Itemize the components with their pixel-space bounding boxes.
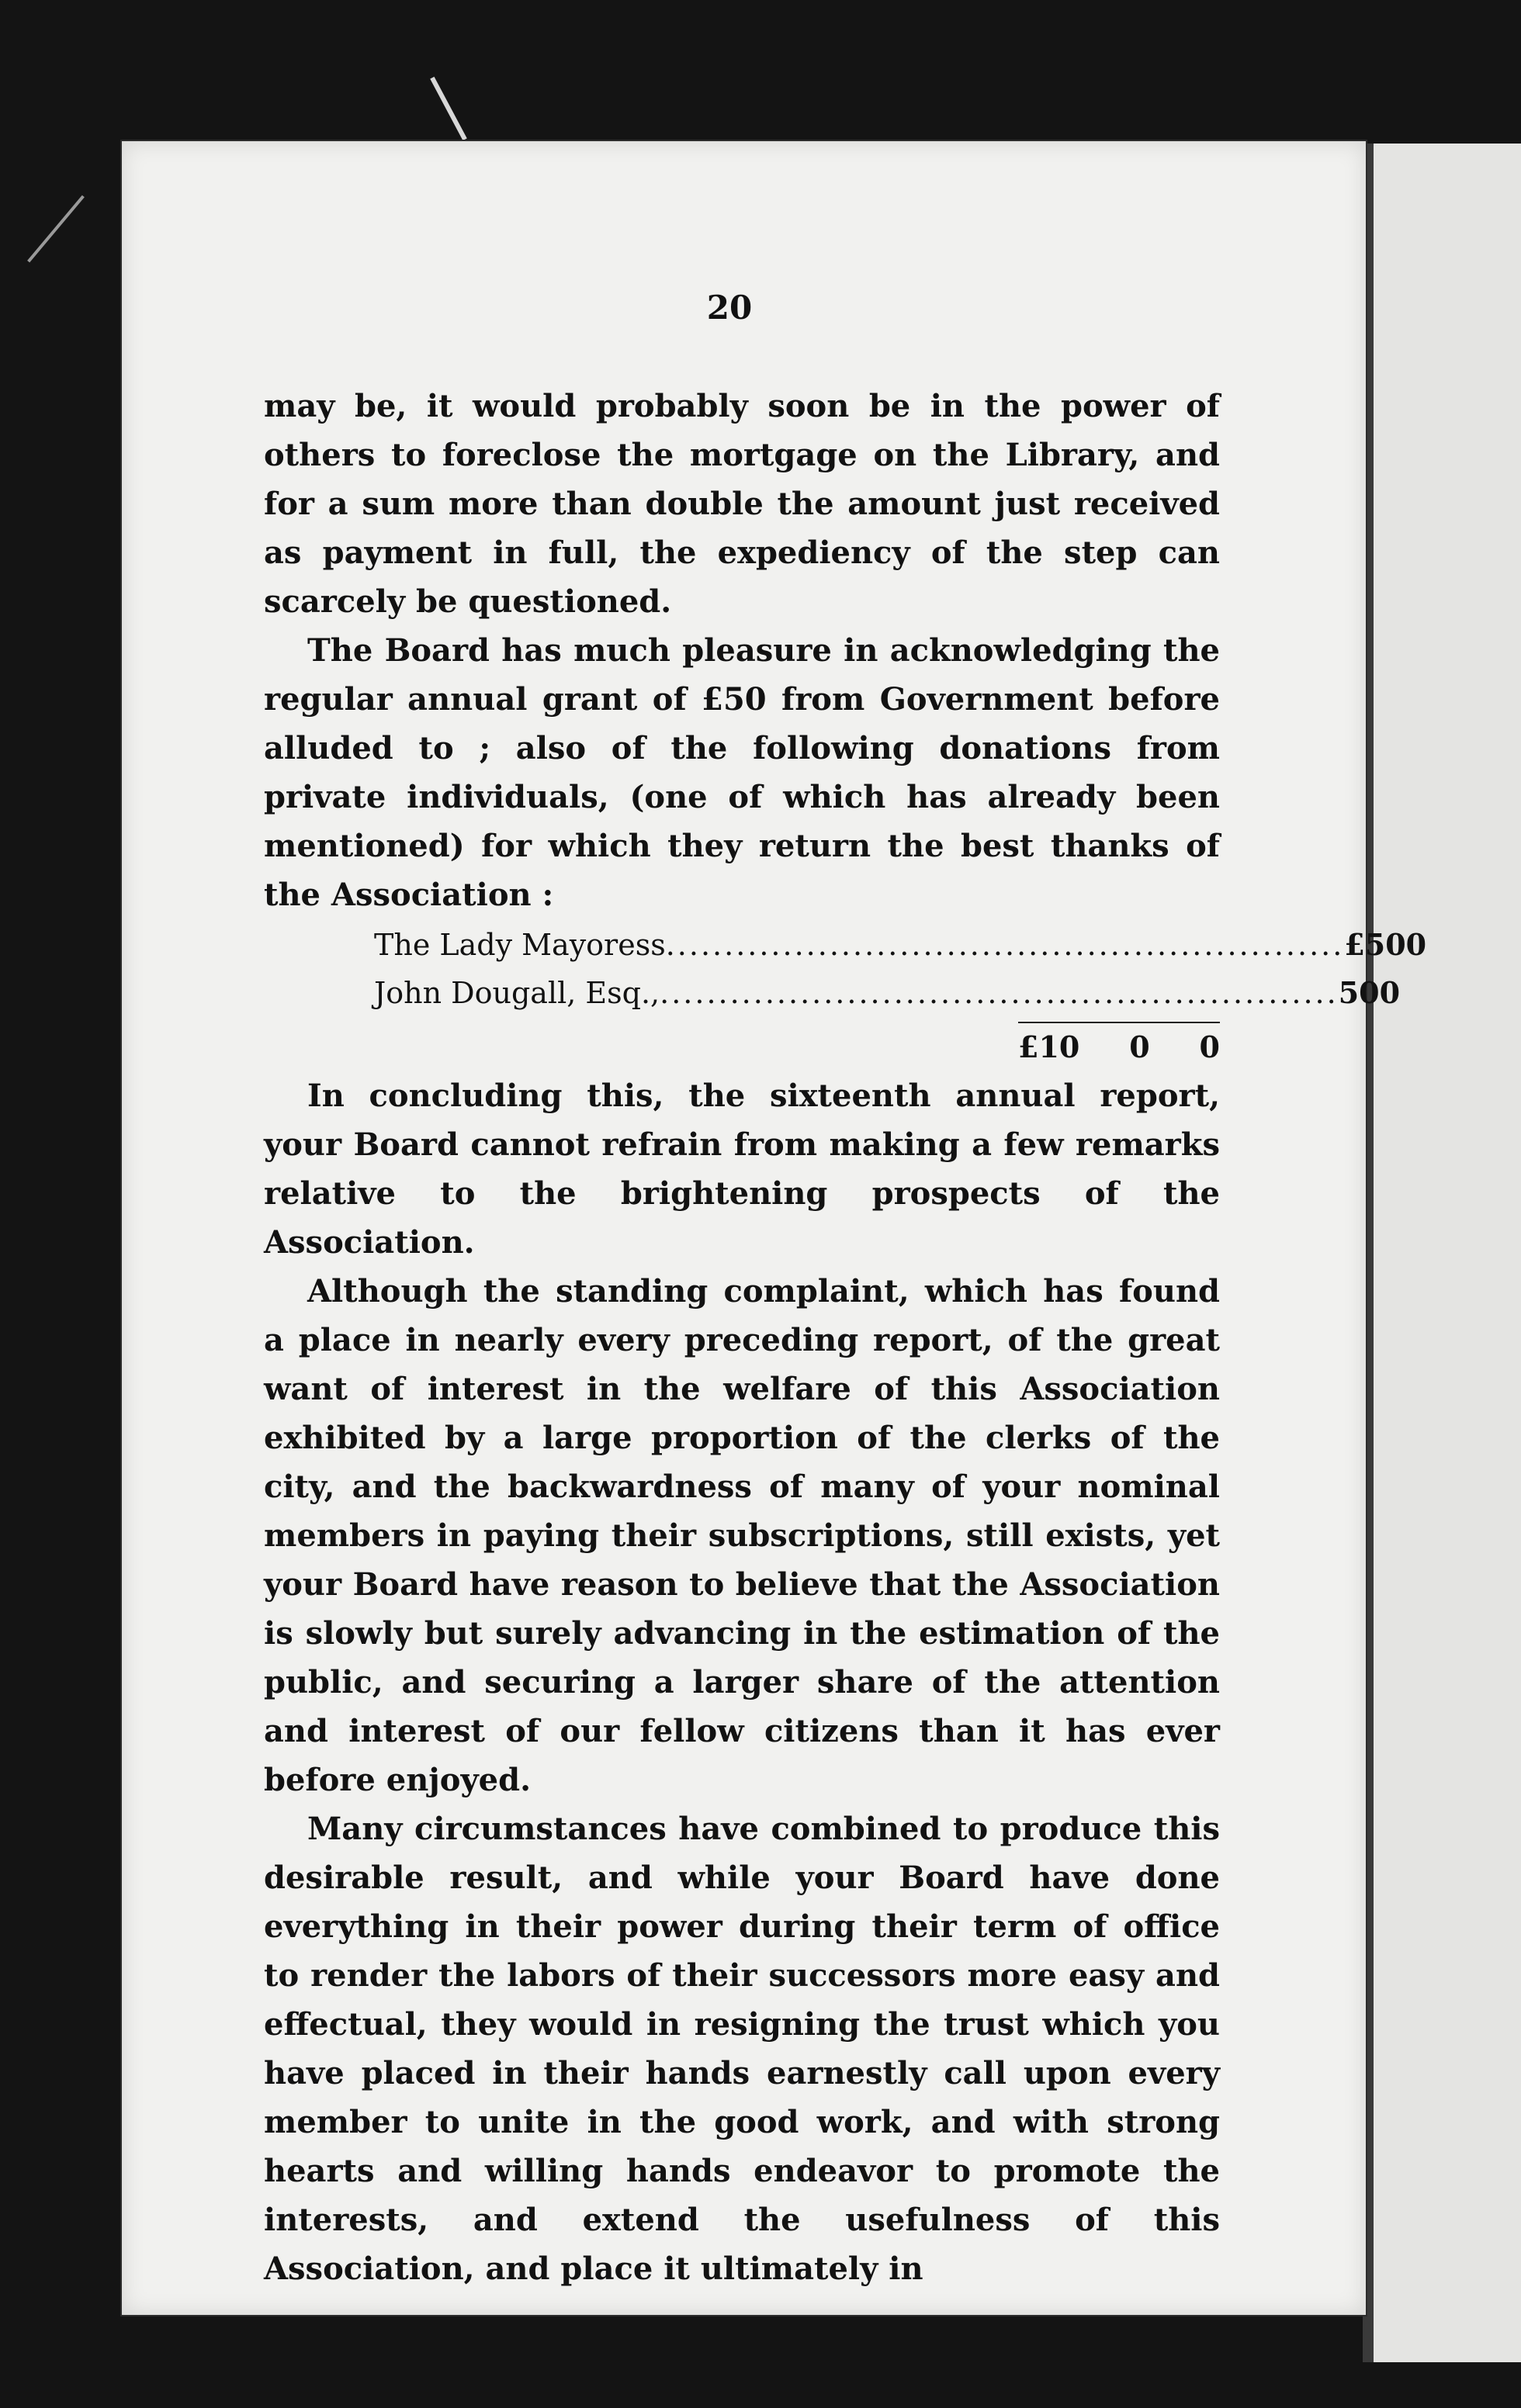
total-shillings: 0: [1129, 1029, 1150, 1064]
page-number: 20: [706, 289, 753, 327]
donor-name: The Lady Mayoress: [374, 928, 666, 962]
amount-shillings: 0: [1359, 975, 1380, 1010]
paragraph-circumstances: Many circumstances have combined to produce this desirable result, and while your Board have done everything in their power during their term of office to render the labors of their successors more easy and effectual, they would in resigning the trust which you have placed in their hands earnestly call upon every member to unite in the good work, and with strong hearts and willing hands endeavor to promote the interests, and extend the usefulness of this Association, and place it ultimately in: [264, 1811, 1220, 2287]
amount-pounds: £5: [1344, 927, 1386, 962]
donation-row: [374, 969, 1401, 1017]
scan-artifact-line: [27, 195, 85, 263]
scan-artifact-mark: [430, 77, 467, 140]
donation-amount: [1344, 921, 1426, 969]
paragraph-donations-intro: The Board has much pleasure in acknowledging the regular annual grant of £50 from Government before alluded to ; also of the following donations from private individuals, (one of which has already been mentioned) for which they return the best thanks of the Association :: [264, 632, 1220, 913]
donations-list: [264, 921, 1427, 1071]
amount-pence: 0: [1379, 975, 1401, 1010]
page-body: [264, 382, 1427, 2293]
donation-amount: [1339, 969, 1400, 1017]
paragraph-complaint: Although the standing complaint, which has found a place in nearly every preceding report, of the great want of interest in the welfare of this Association exhibited by a large proportion of the clerks of the city, and the backwardness of many of your nominal members in paying their subscriptions, still exists, yet your Board have reason to believe that the Association is slowly but surely advancing in the estimation of the public, and securing a larger share of the attention and interest of our fellow citizens than it has ever before enjoyed.: [264, 1273, 1220, 1798]
leader-dots: ..........................................................: [665, 928, 1345, 962]
paragraph-concluding: In concluding this, the sixteenth annual report, your Board cannot refrain from making a few remarks relative to the brightening prospects of the Association.: [264, 1078, 1220, 1261]
donor-name: John Dougall, Esq.,: [374, 976, 660, 1010]
donations-total-row: [374, 1017, 1220, 1071]
adjacent-page-edge: [1374, 144, 1521, 2362]
donation-row: [374, 921, 1427, 969]
leader-dots: ..........................................................: [660, 976, 1339, 1010]
total-pounds: £10: [1018, 1029, 1080, 1064]
amount-pence: 0: [1405, 927, 1427, 962]
donations-total: [1018, 1022, 1220, 1071]
paragraph-mortgage: may be, it would probably soon be in the power of others to foreclose the mortgage on the Library, and for a sum more than double the amount just received as payment in full, the expediency of the step can scarcely be questioned.: [264, 388, 1220, 620]
amount-pounds: 5: [1338, 975, 1360, 1010]
total-pence: 0: [1199, 1029, 1220, 1064]
amount-shillings: 0: [1385, 927, 1406, 962]
